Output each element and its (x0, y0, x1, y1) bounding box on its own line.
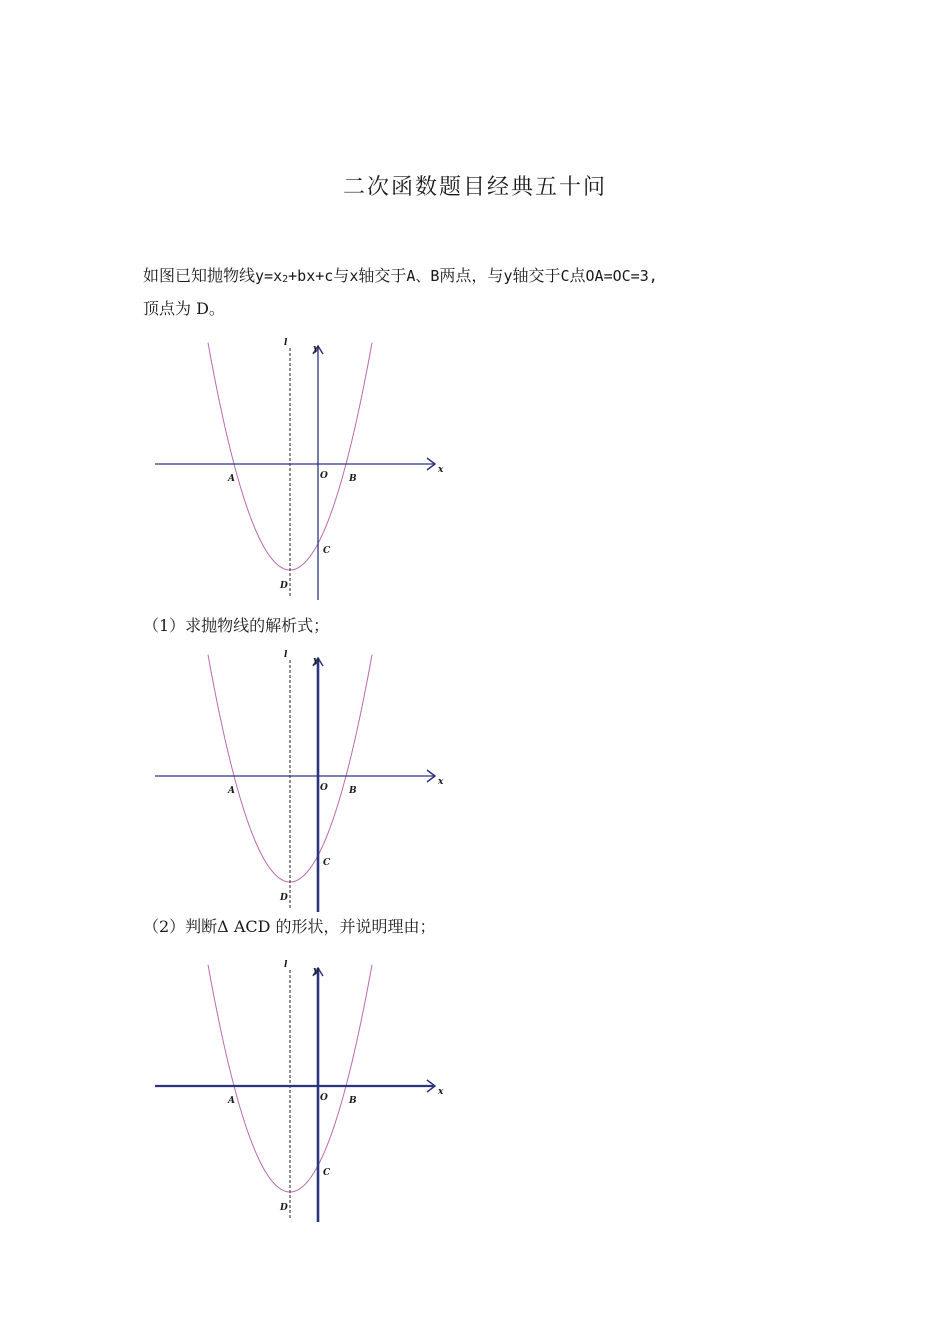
label-o: O (320, 471, 328, 481)
label-y: y (313, 656, 319, 666)
label-o: O (320, 1093, 328, 1103)
label-y: y (313, 966, 319, 976)
label-d: D (280, 581, 288, 591)
problem-statement: 如图已知抛物线$y=x_2+bx+c$与x轴交于A、B两点，与y轴交于C点OA=OC=3, 顶点为 D。 (143, 266, 658, 318)
parabola-figure-2 (150, 634, 450, 914)
question-2: （2）判断Δ ACD 的形状，并说明理由； (143, 917, 436, 936)
equation: $y=x_2+bx+c$ (255, 267, 334, 285)
question-1: （1）求抛物线的解析式； (143, 616, 330, 635)
parabola-figure-1 (150, 322, 450, 602)
parabola-diagram (150, 634, 450, 914)
intro-line2: 顶点为 D。 (143, 299, 225, 318)
label-a: A (228, 474, 235, 484)
label-x: x (438, 1087, 444, 1097)
label-d: D (280, 893, 288, 903)
label-c: C (323, 546, 331, 556)
intro-text: 如图已知抛物线 (143, 266, 256, 285)
label-b: B (349, 474, 357, 484)
page-title: 二次函数题目经典五十问 (342, 175, 607, 200)
label-c: C (323, 1168, 331, 1178)
label-a: A (228, 1096, 235, 1106)
parabola-diagram (150, 322, 450, 602)
label-l: l (284, 650, 288, 660)
label-l: l (284, 960, 288, 970)
parabola-diagram (150, 944, 450, 1224)
label-c: C (323, 858, 331, 868)
label-y: y (313, 344, 319, 354)
label-x: x (438, 465, 444, 475)
label-b: B (349, 1096, 357, 1106)
label-x: x (438, 777, 444, 787)
label-d: D (280, 1203, 288, 1213)
parabola-figure-3 (150, 944, 450, 1224)
label-o: O (320, 783, 328, 793)
label-b: B (349, 786, 357, 796)
label-a: A (228, 786, 235, 796)
label-l: l (284, 338, 288, 348)
